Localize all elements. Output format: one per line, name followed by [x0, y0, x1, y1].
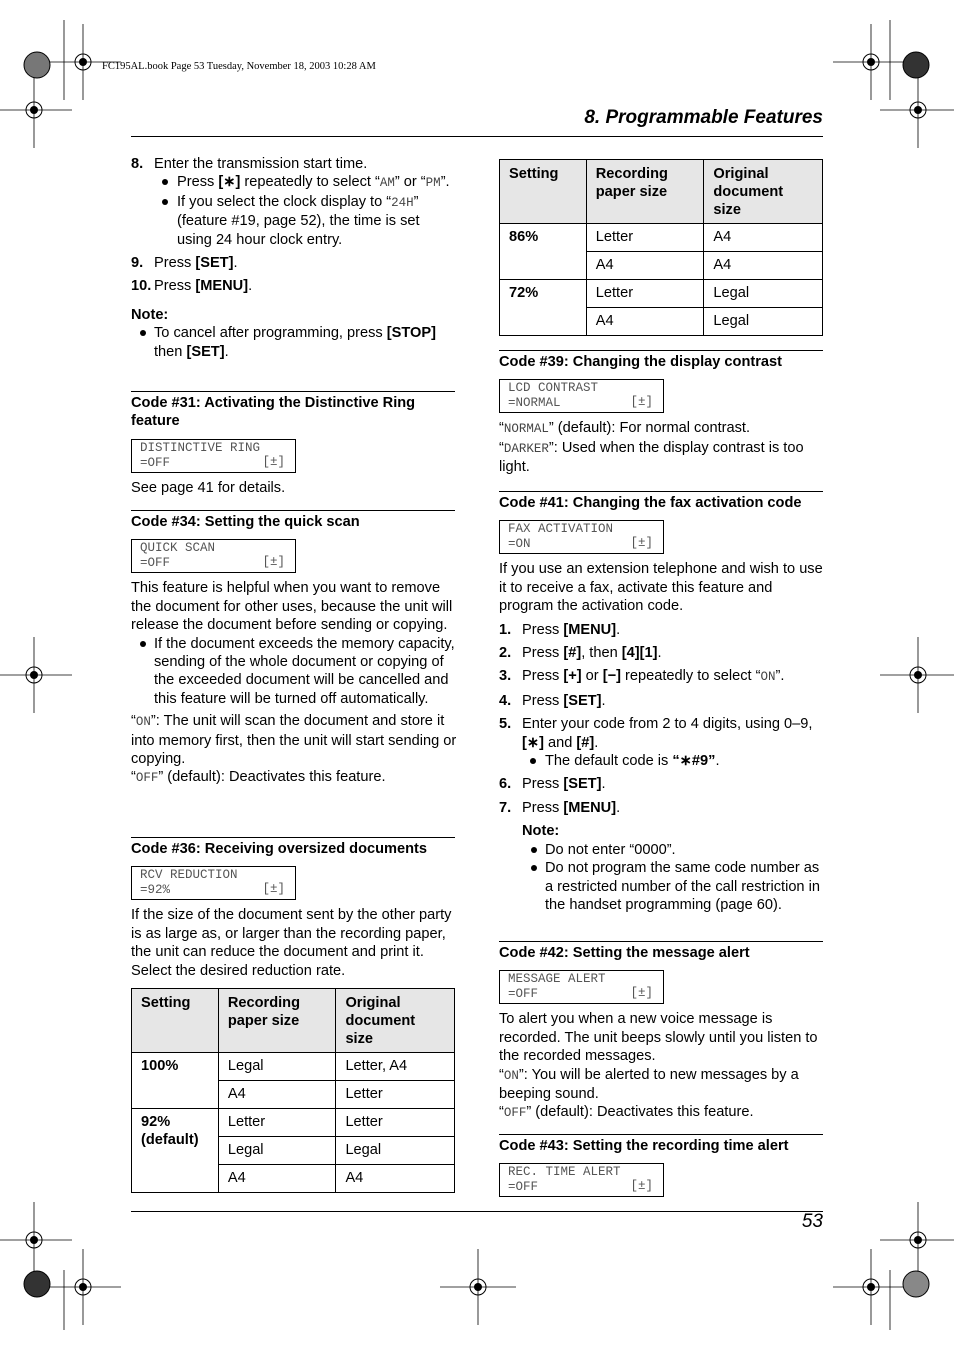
paragraph: This feature is helpful when you want to remove the document for other uses, because the unit will release the document before sending or copying. [131, 580, 453, 634]
text-run: . [616, 621, 621, 638]
text-run: ”. [775, 668, 785, 685]
text-run: then [154, 343, 187, 360]
display-text: NORMAL [503, 422, 549, 437]
recording-paper-cell: Letter [218, 1109, 336, 1137]
lcd-line-2: =NORMAL [508, 396, 561, 411]
reduction-table-right [499, 159, 823, 336]
lcd-display [499, 970, 664, 1004]
divider [131, 391, 455, 392]
code-41-section [499, 491, 826, 914]
display-text: OFF [135, 771, 159, 786]
code-42-section [499, 941, 826, 1123]
text-run: . [224, 343, 229, 360]
code-34-section [131, 510, 458, 788]
original-size-cell: Letter [336, 1109, 455, 1137]
text-run: ” (default): For normal contrast. [548, 420, 751, 437]
reduction-table-left [131, 988, 455, 1193]
setting-cell: 92% (default) [132, 1109, 219, 1193]
lcd-display [131, 439, 296, 473]
step-8 [131, 155, 458, 249]
section-title: 8. Programmable Features [584, 107, 823, 128]
original-size-cell: Legal [704, 308, 823, 336]
key-label: “∗#9” [672, 753, 716, 770]
lcd-line-1: RCV REDUCTION [140, 868, 238, 883]
note-bullet: Do not program the same code number as a restricted number of the call restriction in the handset programming (page 60). [522, 859, 826, 914]
display-text: 24H [391, 195, 414, 210]
column-header: Original document size [336, 989, 455, 1053]
text [154, 278, 252, 294]
step-9 [131, 254, 458, 272]
text [522, 693, 606, 709]
text-run: repeatedly to select “ [620, 668, 761, 685]
paragraph: See page 41 for details. [131, 479, 286, 496]
table-row [500, 224, 823, 252]
step-number: 1. [499, 621, 512, 638]
bullet [522, 752, 826, 770]
section-heading: Code #43: Setting the recording time alert [499, 1138, 789, 1154]
column-header: Setting [500, 160, 587, 224]
key-label: [MENU] [195, 278, 249, 295]
text-run: Press [177, 174, 219, 191]
lcd-line-2: =ON [508, 537, 531, 552]
option-on [131, 712, 458, 768]
recording-paper-cell: Legal [218, 1137, 336, 1165]
step-10 [131, 277, 458, 295]
step-3 [499, 667, 826, 686]
header-rule [131, 136, 823, 137]
recording-paper-cell: Legal [218, 1053, 336, 1081]
lcd-key-hint: [±] [262, 454, 285, 469]
paragraph: To alert you when a new voice message is recorded. The unit beeps slowly until you listen to the recorded messages. [499, 1011, 818, 1065]
lcd-key-hint: [±] [262, 882, 285, 897]
step-number: 6. [499, 776, 512, 793]
steps [499, 621, 826, 818]
step-number: 7. [499, 799, 512, 816]
color-target [24, 52, 50, 78]
section-heading: Code #34: Setting the quick scan [131, 514, 360, 530]
key-label: [∗] [218, 174, 241, 191]
text [154, 255, 238, 271]
color-target [903, 1271, 929, 1297]
section-heading: Code #36: Receiving oversized documents [131, 841, 428, 857]
text-run: ” or “ [394, 174, 426, 191]
option-off [131, 768, 458, 787]
step-number: 9. [131, 255, 144, 272]
lcd-line-1: LCD CONTRAST [508, 381, 599, 396]
divider [499, 350, 823, 351]
text-run: ”: The unit will scan the document and store it into memory first, then the unit will start sending or copying. [131, 713, 457, 768]
option-darker [499, 439, 826, 477]
text-run: “ [499, 1066, 504, 1083]
lcd-display [499, 379, 664, 413]
paragraph: If the size of the document sent by the other party is as large as, or larger than the recording paper, the unit can reduce the document and print it. Select the desired reduction rate. [131, 907, 452, 979]
text-run: Press [154, 278, 196, 295]
text-run: or [581, 668, 603, 685]
key-label: [#] [576, 734, 595, 751]
display-text: ON [135, 715, 151, 730]
column-header: Recording paper size [218, 989, 336, 1053]
bullet [154, 193, 458, 249]
lcd-line-1: MESSAGE ALERT [508, 972, 606, 987]
text-run: Press [522, 645, 564, 662]
table-row [132, 1053, 455, 1081]
divider [499, 1134, 823, 1135]
text-run: To cancel after programming, press [154, 325, 387, 342]
display-text: DARKER [503, 441, 549, 456]
original-size-cell: Legal [704, 280, 823, 308]
code-36-section [131, 837, 458, 980]
original-size-cell: A4 [704, 224, 823, 252]
text-run: Enter your code from 2 to 4 digits, using 0–9, [522, 716, 813, 733]
bullet: If the document exceeds the memory capacity, sending of the whole document or copying of the exceeded document will be cancelled and this feature will be turned off automatically. [131, 635, 458, 709]
text-run: ”: You will be alerted to new messages by a beeping sound. [499, 1066, 799, 1103]
step-5 [499, 715, 826, 770]
code-31-section [131, 391, 458, 497]
bullet [154, 173, 458, 192]
key-label: [SET] [186, 343, 225, 360]
text [522, 668, 784, 684]
key-label: [∗] [522, 734, 544, 751]
divider [131, 837, 455, 838]
text-run: If you select the clock display to “ [177, 193, 392, 210]
text-run: “ [131, 713, 136, 730]
text-run: . [657, 645, 662, 662]
original-size-cell: Legal [336, 1137, 455, 1165]
step-6 [499, 775, 826, 793]
step-number: 8. [131, 156, 144, 172]
text-run: . [601, 776, 606, 793]
color-target [903, 52, 929, 78]
text-run: Press [522, 692, 564, 709]
setting-cell: 100% [132, 1053, 219, 1109]
section-heading: Code #42: Setting the message alert [499, 945, 750, 961]
text-run: and [543, 734, 577, 751]
section-heading: Code #39: Changing the display contrast [499, 354, 783, 370]
lcd-key-hint: [±] [262, 555, 285, 570]
display-text: ON [760, 670, 776, 685]
key-label: [SET] [563, 692, 602, 709]
display-text: ON [503, 1068, 519, 1083]
text [522, 800, 620, 816]
text [154, 156, 367, 172]
original-size-cell: A4 [704, 252, 823, 280]
text-run: ” (default): Deactivates this feature. [526, 1104, 754, 1121]
lcd-line-2: =OFF [140, 455, 171, 470]
text-run: ”: Used when the display contrast is too light. [499, 439, 804, 476]
lcd-key-hint: [±] [630, 986, 653, 1001]
lcd-line-1: QUICK SCAN [140, 541, 216, 556]
key-label: [SET] [563, 776, 602, 793]
divider [131, 510, 455, 511]
page-number: 53 [801, 1211, 823, 1232]
footer-rule [131, 1211, 823, 1212]
display-text: PM [425, 176, 441, 191]
key-label: [−] [602, 668, 621, 685]
display-text: OFF [503, 1106, 527, 1121]
step-4 [499, 692, 826, 710]
code-43-section [499, 1134, 826, 1197]
note [499, 822, 826, 914]
lcd-line-1: DISTINCTIVE RING [140, 440, 261, 455]
recording-paper-cell: A4 [218, 1165, 336, 1193]
text-run: Press [522, 799, 564, 816]
note-label: Note: [131, 306, 169, 323]
lcd-key-hint: [±] [630, 536, 653, 551]
divider [499, 491, 823, 492]
table-header-row [500, 160, 823, 224]
step-number: 10. [131, 278, 152, 295]
recording-paper-cell: Letter [586, 224, 704, 252]
text [522, 776, 606, 792]
table-row [132, 1109, 455, 1137]
lcd-line-1: FAX ACTIVATION [508, 522, 614, 537]
column-header: Setting [132, 989, 219, 1053]
paragraph: If you use an extension telephone and wish to use it to receive a fax, activate this feature and program the activation code. [499, 561, 823, 615]
text-run: Enter the transmission start time. [154, 156, 368, 172]
original-size-cell: Letter [336, 1081, 455, 1109]
book-info: FC195AL.book Page 53 Tuesday, November 18, 2003 10:28 AM [102, 61, 376, 72]
text-run: “ [499, 1104, 504, 1121]
text-run: ”. [440, 174, 450, 191]
text-run: Press [154, 255, 196, 272]
step-number: 3. [499, 668, 512, 685]
recording-paper-cell: A4 [218, 1081, 336, 1109]
text-run: . [601, 692, 606, 709]
text-run: Press [522, 776, 564, 793]
option-off [499, 1103, 826, 1122]
text-run: “ [499, 420, 504, 437]
step-2 [499, 644, 826, 662]
column-header: Original document size [704, 160, 823, 224]
text-run: ” (feature #19, page 52), the time is set using 24 hour clock entry. [177, 193, 420, 248]
color-target [24, 1271, 50, 1297]
original-size-cell: A4 [336, 1165, 455, 1193]
recording-paper-cell: Letter [586, 280, 704, 308]
step-1 [499, 621, 826, 639]
key-label: [STOP] [386, 325, 436, 342]
key-label: [4][1] [621, 645, 658, 662]
original-size-cell: Letter, A4 [336, 1053, 455, 1081]
lcd-line-2: =92% [140, 883, 171, 898]
setting-cell: 72% [500, 280, 587, 336]
setting-cell: 86% [500, 224, 587, 280]
lcd-display [131, 866, 296, 900]
lcd-key-hint: [±] [630, 395, 653, 410]
table-row [500, 280, 823, 308]
lcd-line-2: =OFF [508, 987, 539, 1002]
lcd-line-2: =OFF [508, 1180, 539, 1195]
section-heading: Code #41: Changing the fax activation code [499, 495, 802, 511]
key-label: [#] [563, 645, 582, 662]
text-run: “ [499, 439, 504, 456]
option-on [499, 1066, 826, 1104]
note-label: Note: [522, 823, 560, 840]
step-7 [499, 799, 826, 817]
text [522, 716, 812, 750]
note-bullet: Do not enter “0000”. [522, 841, 826, 859]
text-run: Press [522, 668, 564, 685]
display-text: AM [379, 176, 395, 191]
step-number: 5. [499, 716, 512, 733]
lcd-display [499, 520, 664, 554]
key-label: [MENU] [563, 799, 617, 816]
column-header: Recording paper size [586, 160, 704, 224]
steps-8-10 [131, 155, 458, 361]
text [522, 622, 620, 638]
section-heading: Code #31: Activating the Distinctive Ring feature [131, 395, 416, 430]
code-39-section [499, 350, 826, 477]
key-label: [+] [563, 668, 582, 685]
lcd-key-hint: [±] [630, 1179, 653, 1194]
key-label: [SET] [195, 255, 234, 272]
text-run: , then [581, 645, 622, 662]
text-run: . [715, 753, 720, 770]
text-run: . [594, 734, 599, 751]
table-header-row [132, 989, 455, 1053]
divider [499, 941, 823, 942]
option-normal [499, 419, 826, 438]
note-bullet [131, 324, 458, 361]
text-run: . [248, 278, 253, 295]
recording-paper-cell: A4 [586, 308, 704, 336]
key-label: [MENU] [563, 621, 617, 638]
text [522, 645, 662, 661]
text-run: repeatedly to select “ [240, 174, 380, 191]
text-run: . [616, 799, 621, 816]
step-number: 4. [499, 692, 512, 709]
lcd-display [499, 1163, 664, 1197]
lcd-line-2: =OFF [140, 556, 171, 571]
text-run: Press [522, 621, 564, 638]
step-number: 2. [499, 645, 512, 662]
recording-paper-cell: A4 [586, 252, 704, 280]
lcd-display [131, 539, 296, 573]
text-run: . [233, 255, 238, 272]
text-run: “ [131, 769, 136, 786]
text-run: ” (default): Deactivates this feature. [158, 769, 386, 786]
text-run: The default code is [545, 753, 673, 770]
lcd-line-1: REC. TIME ALERT [508, 1165, 621, 1180]
